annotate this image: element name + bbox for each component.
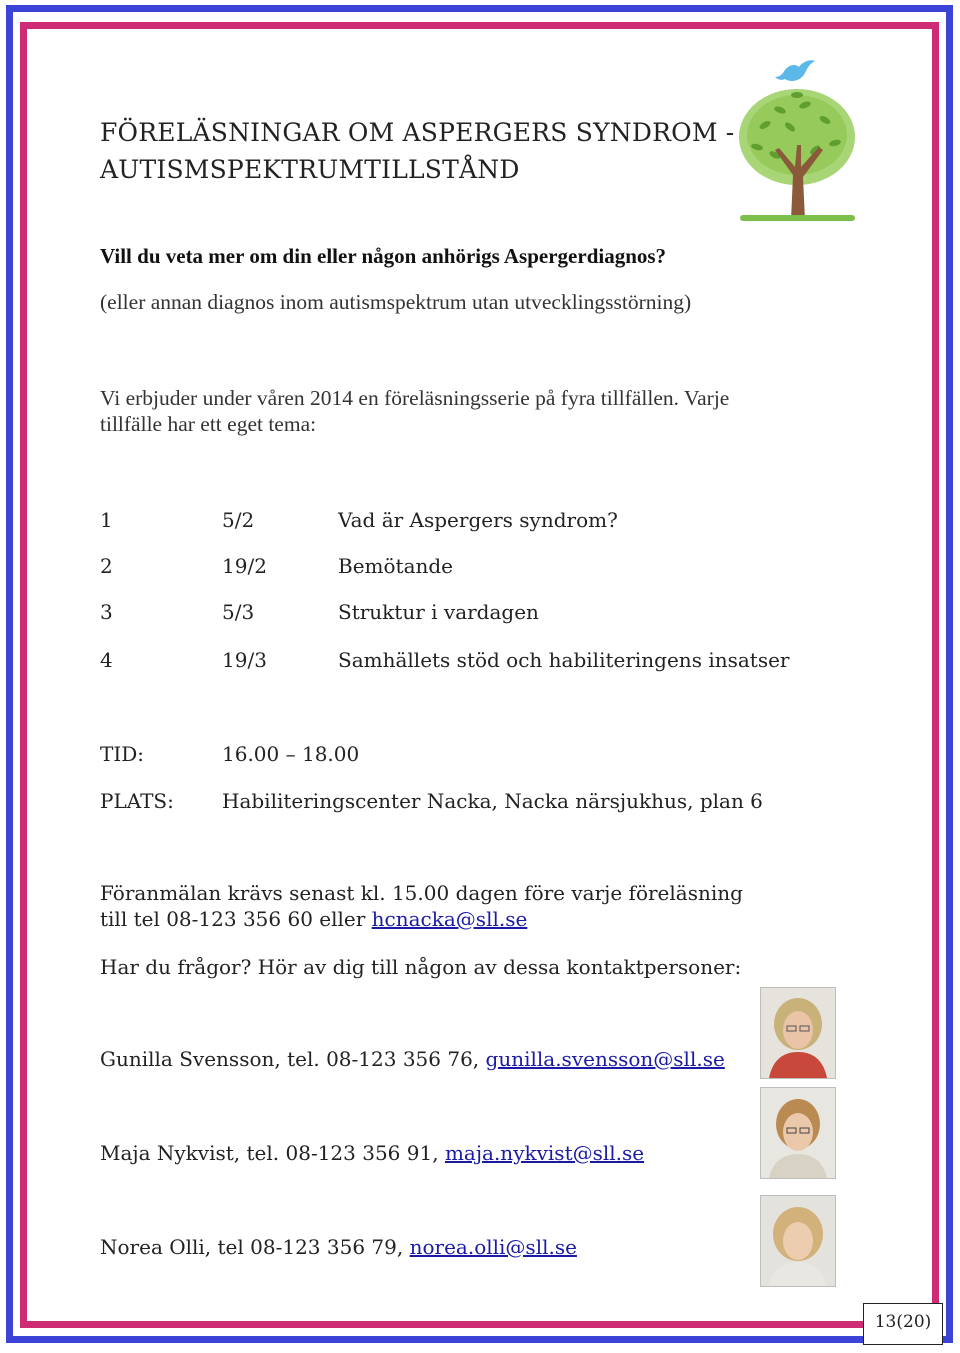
registration-line2 [100,907,527,931]
contact-email-link[interactable]: gunilla.svensson@sll.se [485,1047,725,1071]
session-date: 19/3 [222,648,267,672]
session-topic: Samhällets stöd och habiliteringens insatser [338,648,790,672]
contact-email-link[interactable]: maja.nykvist@sll.se [444,1141,645,1165]
contact-photo-maja [760,1087,836,1179]
contact-text: Norea Olli, tel 08-123 356 79, [100,1235,410,1259]
place-value: Habiliteringscenter Nacka, Nacka närsjukhus, plan 6 [222,789,763,813]
registration-line1: Föranmälan krävs senast kl. 15.00 dagen före varje föreläsning [100,881,743,905]
offer-line2: tillfälle har ett eget tema: [100,412,317,436]
session-number: 2 [100,554,113,578]
contacts-intro: Har du frågor? Hör av dig till någon av dessa kontaktpersoner: [100,955,742,979]
page-number: 13(20) [863,1303,943,1345]
time-value: 16.00 – 18.00 [222,742,360,766]
registration-email-link[interactable]: hcnacka@sll.se [371,907,528,931]
offer-line1: Vi erbjuder under våren 2014 en föreläsningsserie på fyra tillfällen. Varje [100,386,730,410]
intro-parenthetical: (eller annan diagnos inom autismspektrum utan utvecklingsstörning) [100,290,692,314]
registration-phone-text: till tel 08-123 356 60 eller [100,907,372,931]
contact-photo-norea [760,1195,836,1287]
contact-text: Maja Nykvist, tel. 08-123 356 91, [100,1141,445,1165]
contact-email-link[interactable]: norea.olli@sll.se [409,1235,577,1259]
session-date: 19/2 [222,554,267,578]
contact-text: Gunilla Svensson, tel. 08-123 356 76, [100,1047,486,1071]
intro-question: Vill du veta mer om din eller någon anhörigs Aspergerdiagnos? [100,244,667,268]
place-label: PLATS: [100,789,174,813]
contact-gunilla [100,1047,725,1071]
contact-maja [100,1141,644,1165]
session-date: 5/2 [222,508,255,532]
session-number: 1 [100,508,113,532]
session-topic: Struktur i vardagen [338,600,539,624]
session-topic: Vad är Aspergers syndrom? [338,508,618,532]
contact-photo-gunilla [760,987,836,1079]
session-date: 5/3 [222,600,255,624]
contact-norea [100,1235,577,1259]
page-title-line2: AUTISMSPEKTRUMTILLSTÅND [100,155,520,184]
page-title-line1: FÖRELÄSNINGAR OM ASPERGERS SYNDROM - [100,118,735,147]
tree-logo [735,55,860,225]
session-number: 4 [100,648,113,672]
session-topic: Bemötande [338,554,454,578]
bird-icon [775,60,815,81]
session-number: 3 [100,600,113,624]
time-label: TID: [100,742,145,766]
